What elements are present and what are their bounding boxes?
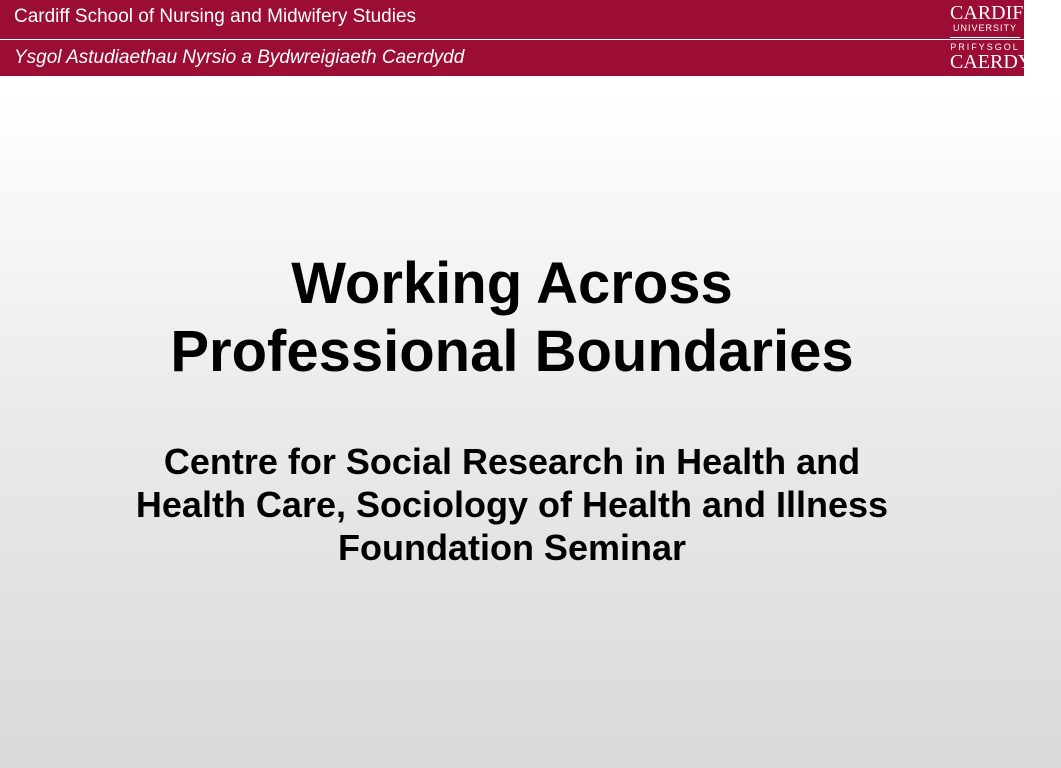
- logo-bottom-subtext: PRIFYSGOL: [950, 42, 1020, 52]
- logo-top-text: CARDIFF: [950, 2, 1035, 24]
- slide-title: [62, 250, 962, 386]
- slide-title-line2: Professional Boundaries: [170, 319, 854, 384]
- header-banner: [0, 0, 1061, 76]
- logo-bottom-text: CAERDYDD: [950, 51, 1061, 73]
- banner-divider: [0, 39, 1024, 40]
- logo-top-subtext: UNIVERSITY: [952, 23, 1017, 33]
- slide-subtitle: Centre for Social Research in Health and Health Care, Sociology of Health and Illness Foundation Seminar: [135, 441, 889, 568]
- logo-separator: [950, 37, 1020, 38]
- school-name: Cardiff School of Nursing and Midwifery Studies: [14, 6, 417, 27]
- school-name-welsh: Ysgol Astudiaethau Nyrsio a Bydwreigiaeth Caerdydd: [14, 47, 465, 68]
- slide-title-line1: Working Across: [291, 251, 733, 316]
- university-logo: [950, 2, 1061, 73]
